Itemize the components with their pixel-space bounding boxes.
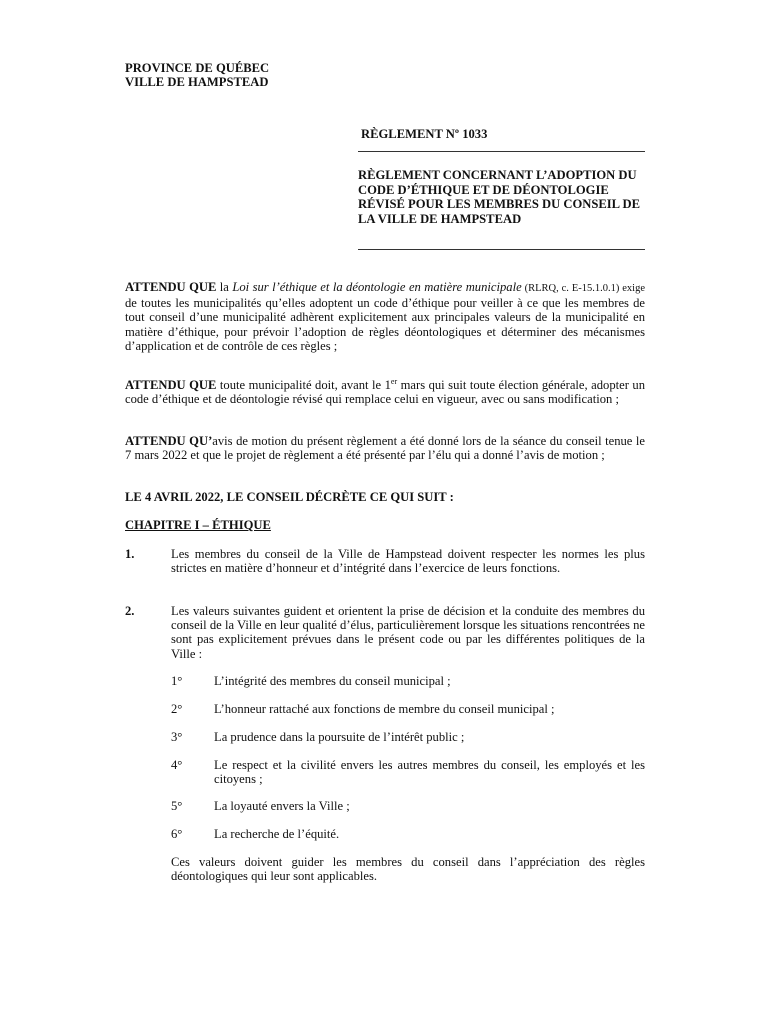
value-number: 2° <box>171 702 183 716</box>
value-text: L’intégrité des membres du conseil municipal ; <box>214 674 451 688</box>
value-text: La prudence dans la poursuite de l’intérêt public ; <box>214 730 465 744</box>
article-number: 1. <box>125 547 135 561</box>
value-text: La recherche de l’équité. <box>214 827 340 841</box>
whereas-paragraph-2 <box>125 378 645 406</box>
decree-statement: LE 4 AVRIL 2022, LE CONSEIL DÉCRÈTE CE QUI SUIT : <box>125 490 454 504</box>
document-header <box>125 61 269 89</box>
article-number: 2. <box>125 604 135 618</box>
law-title: Loi sur l’éthique et la déontologie en matière municipale <box>232 280 522 294</box>
whereas-paragraph-3 <box>125 434 645 462</box>
closing-paragraph: Ces valeurs doivent guider les membres du conseil dans l’appréciation des règles déontologiques qui leur sont applicables. <box>171 855 645 884</box>
article-text: Les membres du conseil de la Ville de Hampstead doivent respecter les normes les plus strictes en matière d’honneur et d’intégrité dans l’exercice de leurs fonctions. <box>171 547 645 576</box>
value-number: 6° <box>171 827 183 841</box>
value-number: 5° <box>171 799 183 813</box>
whereas-paragraph-1 <box>125 280 645 353</box>
whereas-lead: ATTENDU QUE <box>125 280 217 294</box>
chapter-heading: CHAPITRE I – ÉTHIQUE <box>125 518 271 532</box>
value-text: La loyauté envers la Ville ; <box>214 799 350 813</box>
value-text: Le respect et la civilité envers les autres membres du conseil, les employés et les citoyens ; <box>214 758 645 787</box>
city-line: VILLE DE HAMPSTEAD <box>125 75 269 89</box>
province-line: PROVINCE DE QUÉBEC <box>125 61 270 75</box>
whereas-text: de toutes les municipalités qu’elles adoptent un code d’éthique pour veiller à ce que les membres de tout conseil d’une municipalité adhèrent explicitement aux principales valeurs de la municipalité en matière d’éthique, pour prévoir l’adoption de règles déontologiques et déterminer des mécanismes d’application et de contrôle de ces règles ; <box>125 296 645 353</box>
title-rule-top <box>358 151 645 152</box>
whereas-lead: ATTENDU QU’ <box>125 434 213 448</box>
article-text: Les valeurs suivantes guident et orientent la prise de décision et la conduite des membres du conseil de la Ville en leur qualité d’élus, particulièrement lorsque les situations rencontrées ne sont pas explicitement prévues dans le présent code ou par les différentes politiques de la Ville : <box>171 604 645 661</box>
value-text: L’honneur rattaché aux fonctions de membre du conseil municipal ; <box>214 702 555 716</box>
superscript: er <box>390 377 398 386</box>
value-number: 3° <box>171 730 183 744</box>
whereas-lead: ATTENDU QUE <box>125 378 217 392</box>
whereas-text: mars qui suit toute élection générale, adopter un code d’éthique et de déontologie révisé qui remplace celui en vigueur, avec ou sans modification ; <box>125 378 645 407</box>
whereas-text: toute municipalité doit, avant le 1 <box>216 378 391 392</box>
whereas-text: avis de motion du présent règlement a été donné lors de la séance du conseil tenue le 7 mars 2022 et que le projet de règlement a été présenté par l’élu qui a donné l’avis de motion ; <box>125 434 645 463</box>
regulation-number: RÈGLEMENT Nº 1033 <box>361 127 488 141</box>
title-rule-bottom <box>358 249 645 250</box>
value-number: 1° <box>171 674 183 688</box>
law-reference: (RLRQ, c. E-15.1.0.1) exige <box>521 283 645 294</box>
whereas-text: la <box>216 280 233 294</box>
value-number: 4° <box>171 758 183 772</box>
regulation-title: RÈGLEMENT CONCERNANT L’ADOPTION DU CODE D’ÉTHIQUE ET DE DÉONTOLOGIE RÉVISÉ POUR LES MEMBRES DU CONSEIL DE LA VILLE DE HAMPSTEAD <box>358 168 641 226</box>
